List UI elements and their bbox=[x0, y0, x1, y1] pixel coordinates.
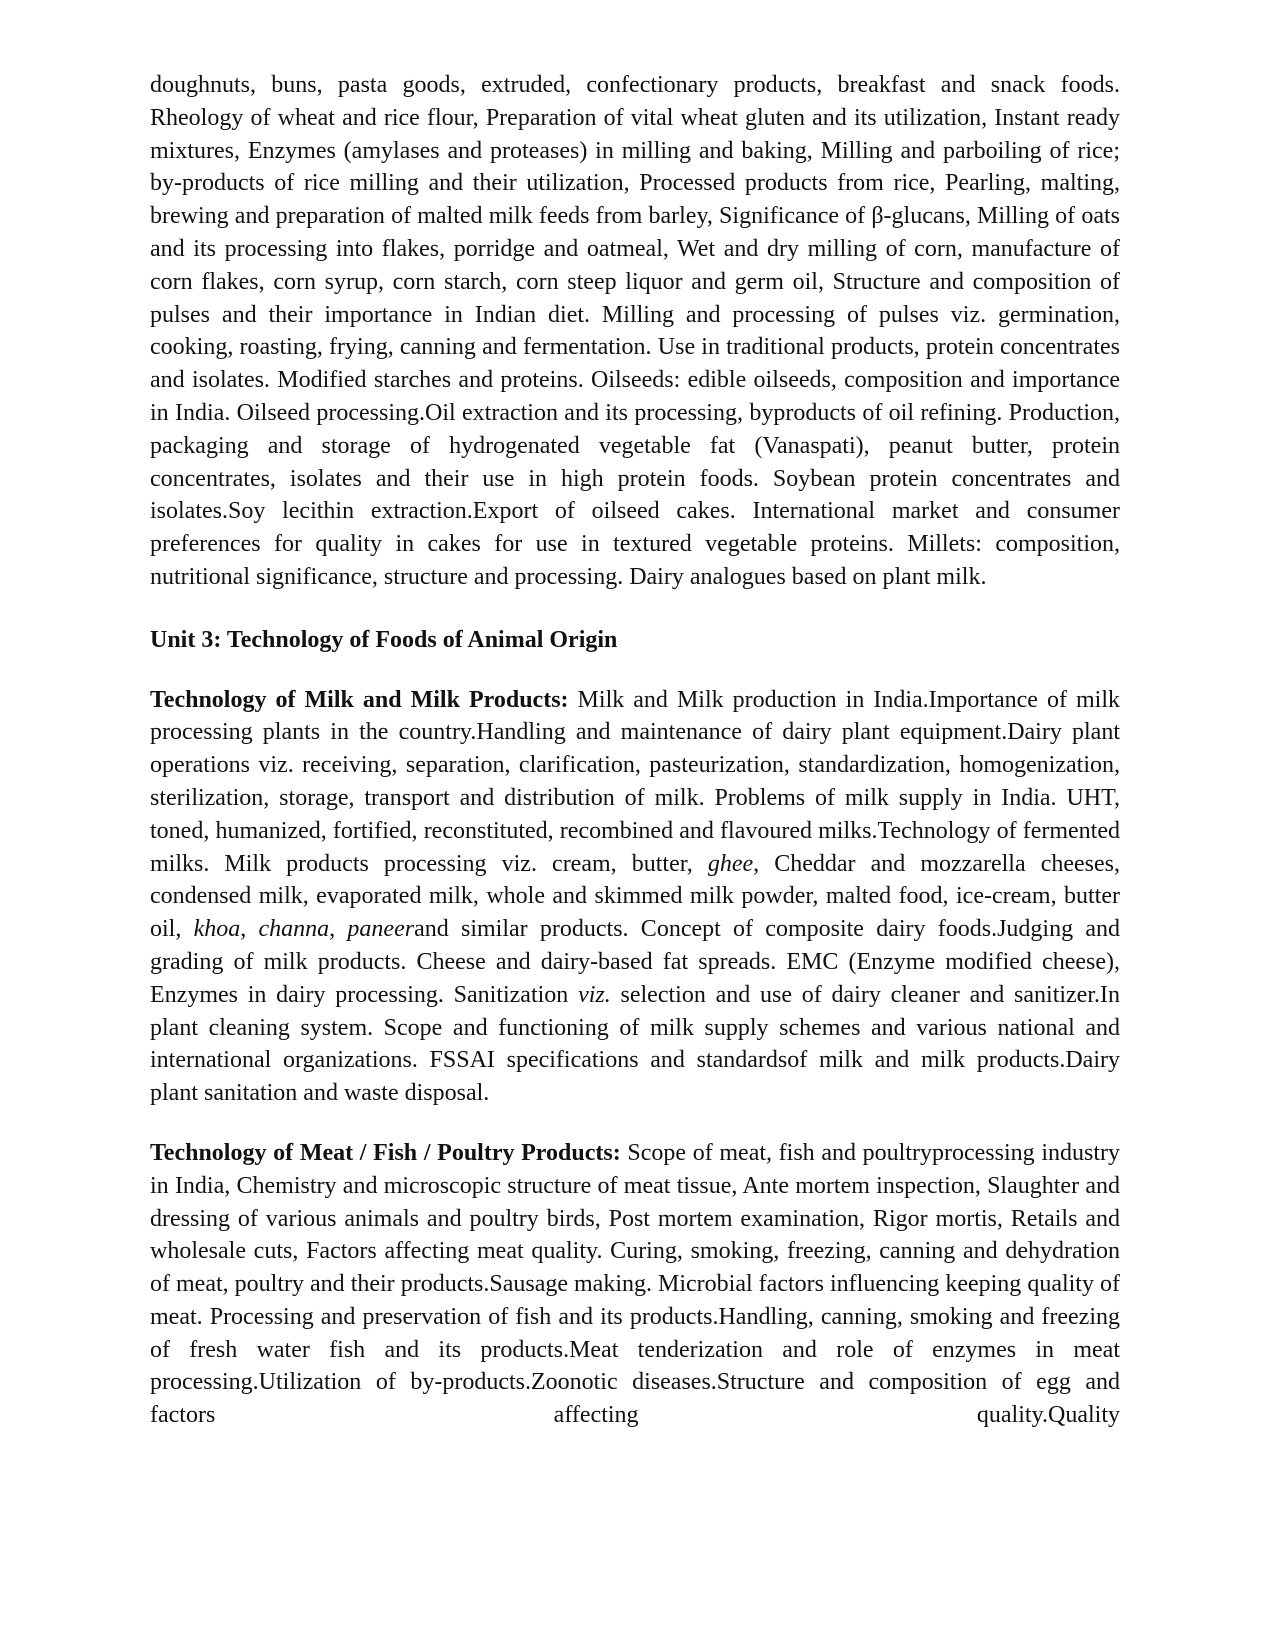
milk-term-viz: viz. bbox=[578, 981, 611, 1008]
meat-products-paragraph bbox=[150, 1137, 1120, 1432]
meat-section-title: Technology of Meat / Fish / Poultry Products: bbox=[150, 1139, 621, 1166]
milk-text-separator: , bbox=[240, 916, 259, 943]
document-page bbox=[150, 69, 1120, 1432]
milk-term-channa-paneer: channa, paneer bbox=[258, 916, 415, 943]
milk-text-part3: and similar products. Concept of composite dairy foods.Judging and grading of milk products. Cheese and dairy-based fat spreads. EMC (Enzyme modified cheese), Enzymes in dairy processing. Sanitization bbox=[150, 916, 1121, 1008]
milk-term-ghee: ghee bbox=[707, 850, 754, 877]
milk-text-part2: , Cheddar and mozzarella cheeses, condensed milk, evaporated milk, whole and skimmed milk powder, malted food, ice-cream, butter oil, bbox=[150, 850, 1120, 943]
milk-text-part1: Milk and Milk production in India.Importance of milk processing plants in the country.Handling and maintenance of dairy plant equipment.Dairy plant operations viz. receiving, separation, clarification, pasteurization, standardization, homogenization, sterilization, storage, transport and distribution of milk. Problems of milk supply in India. UHT, toned, humanized, fortified, reconstituted, recombined and flavoured milks.Technology of fermented milks. Milk products processing viz. cream, butter, bbox=[150, 686, 1120, 877]
milk-term-khoa: khoa bbox=[193, 916, 241, 943]
spacer bbox=[150, 657, 1120, 684]
spacer bbox=[150, 1110, 1120, 1137]
meat-text-body: Scope of meat, fish and poultryprocessing industry in India, Chemistry and microscopic structure of meat tissue, Ante mortem inspection, Slaughter and dressing of various animals and poultry birds, Post mortem examination, Rigor mortis, Retails and wholesale cuts, Factors affecting meat quality. Curing, smoking, freezing, canning and dehydration of meat, poultry and their products.Sausage making. Microbial factors influencing keeping quality of meat. Processing and preservation of fish and its products.Handling, canning, smoking and freezing of fresh water fish and its products.Meat tenderization and role of enzymes in meat processing.Utilization of by-products.Zoonotic diseases.Structure and composition of egg and factors affecting quality.Quality bbox=[150, 1139, 1121, 1429]
unit-heading: Unit 3: Technology of Foods of Animal Origin bbox=[150, 626, 618, 653]
milk-products-paragraph bbox=[150, 684, 1120, 1110]
milk-text-part4: selection and use of dairy cleaner and sanitizer.In plant cleaning system. Scope and functioning of milk supply schemes and various national and international organizations. FSSAI specifications and standardsof milk and milk products.Dairy plant sanitation and waste disposal. bbox=[150, 981, 1120, 1107]
intro-paragraph: doughnuts, buns, pasta goods, extruded, confectionary products, breakfast and snack foods. Rheology of wheat and rice flour, Preparation of vital wheat gluten and its utilization, Instant ready mixtures, Enzymes (amylases and proteases) in milling and baking, Milling and parboiling of rice; by-products of rice milling and their utilization, Processed products from rice, Pearling, malting, brewing and preparation of malted milk feeds from barley, Significance of β-glucans, Milling of oats and its processing into flakes, porridge and oatmeal, Wet and dry milling of corn, manufacture of corn flakes, corn syrup, corn starch, corn steep liquor and germ oil, Structure and composition of pulses and their importance in Indian diet. Milling and processing of pulses viz. germination, cooking, roasting, frying, canning and fermentation. Use in traditional products, protein concentrates and isolates. Modified starches and proteins. Oilseeds: edible oilseeds, composition and importance in India. Oilseed processing.Oil extraction and its processing, byproducts of oil refining. Production, packaging and storage of hydrogenated vegetable fat (Vanaspati), peanut butter, protein concentrates, isolates and their use in high protein foods. Soybean protein concentrates and isolates.Soy lecithin extraction.Export of oilseed cakes. International market and consumer preferences for quality in cakes for use in textured vegetable proteins. Millets: composition, nutritional significance, structure and processing. Dairy analogues based on plant milk. bbox=[150, 72, 1120, 590]
spacer bbox=[150, 594, 1120, 624]
milk-section-title: Technology of Milk and Milk Products: bbox=[150, 686, 569, 713]
